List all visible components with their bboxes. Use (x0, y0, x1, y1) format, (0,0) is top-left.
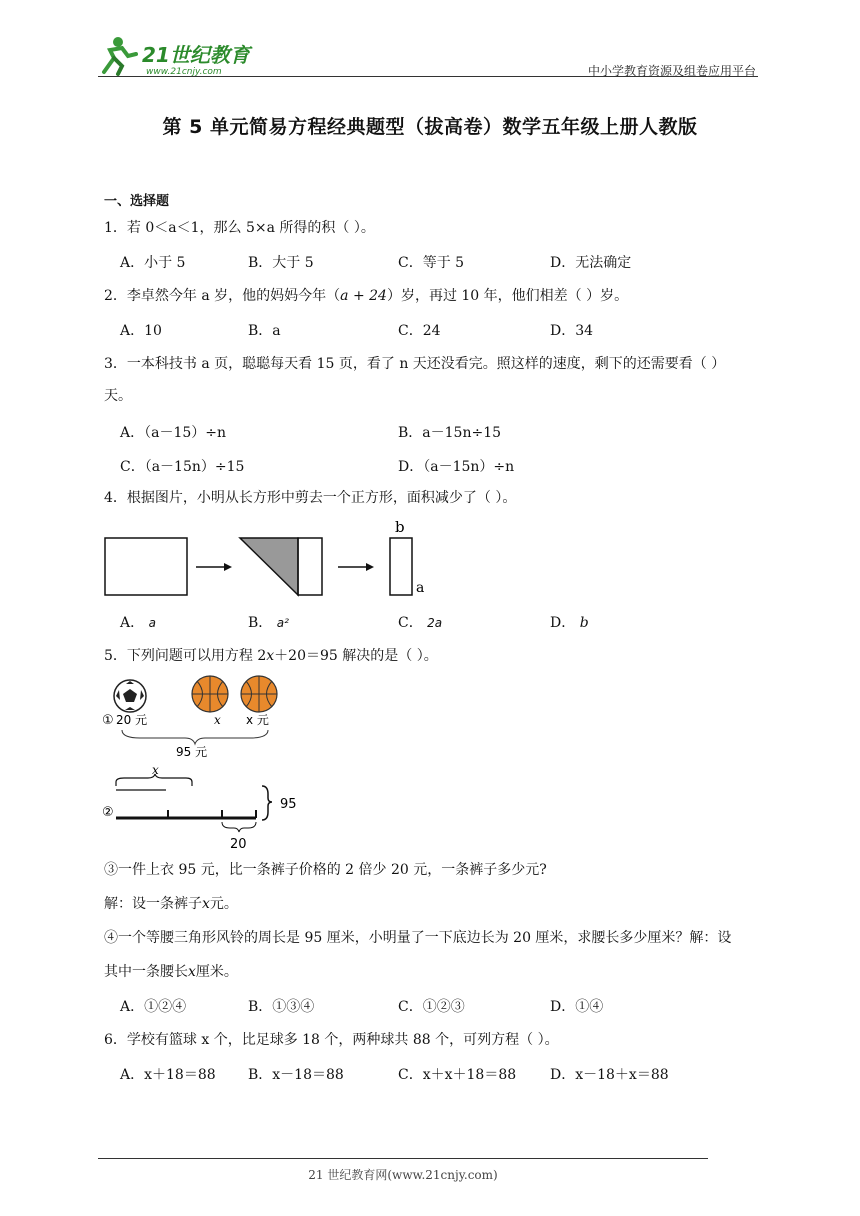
q2-option-d[interactable]: D．34 (550, 323, 594, 339)
q4-remaining-strip (298, 538, 322, 595)
q1-option-d[interactable]: D．无法确定 (550, 255, 632, 271)
q4-option-a[interactable]: A． a (120, 615, 156, 631)
q5-fig2-brace-bottom (222, 822, 256, 832)
q2-expression: a + 24 (340, 288, 387, 304)
q4-option-b[interactable]: B． a² (248, 615, 289, 631)
q5-fig2-brace-top (116, 774, 192, 786)
basketball-icon (192, 676, 228, 712)
q5-figure-1 (100, 672, 300, 764)
q4-arrow-2-head (366, 563, 374, 571)
q5-option-c[interactable]: C．①②③ (398, 999, 465, 1015)
question-1-text: 1．若 0＜a＜1，那么 5×a 所得的积（ ）。 (104, 220, 375, 236)
q5-option-d[interactable]: D．①④ (550, 999, 604, 1015)
q5-fig1-number: ① (102, 713, 114, 728)
question-5-text: 5．下列问题可以用方程 2x＋20＝95 解决的是（ ）。 (104, 648, 438, 664)
q4-option-c[interactable]: C． 2a (398, 615, 443, 631)
q1-option-b[interactable]: B．大于 5 (248, 255, 314, 271)
q5-item-3-solution: 解：设一条裤子x元。 (104, 896, 238, 912)
q3-option-a[interactable]: A．（a－15）÷n (120, 425, 227, 441)
logo-text: 21世纪教育 (142, 43, 250, 67)
question-2-text (104, 286, 628, 306)
q1-option-c[interactable]: C．等于 5 (398, 255, 465, 271)
q4-result-strip (390, 538, 412, 595)
q3-option-b[interactable]: B．a－15n÷15 (398, 425, 502, 441)
q6-option-a[interactable]: A．x＋18＝88 (120, 1067, 216, 1083)
q5-fig2-x: x (152, 763, 159, 777)
q4-rectangle (105, 538, 187, 595)
q5-fig2-number: ② (102, 805, 114, 820)
q5-item-4-line2: 其中一条腰长x厘米。 (104, 964, 238, 980)
q3-option-c[interactable]: C．（a－15n）÷15 (120, 459, 245, 475)
q5-fig2-20: 20 (230, 837, 247, 852)
q5-option-b[interactable]: B．①③④ (248, 999, 315, 1015)
q6-option-b[interactable]: B．x－18＝88 (248, 1067, 344, 1083)
q3-option-d[interactable]: D．（a－15n）÷n (398, 459, 515, 475)
q5-fig1-brace (122, 730, 268, 744)
q6-option-d[interactable]: D．x－18＋x＝88 (550, 1067, 669, 1083)
q2-option-a[interactable]: A．10 (120, 323, 162, 339)
question-4-text: 4．根据图片，小明从长方形中剪去一个正方形，面积减少了（ ）。 (104, 490, 517, 506)
header-platform-text: 中小学教育资源及组卷应用平台 (587, 64, 756, 78)
q1-option-a[interactable]: A．小于 5 (120, 255, 186, 271)
header-divider (98, 76, 758, 77)
q4-arrow-1-head (224, 563, 232, 571)
q2-option-b[interactable]: B．a (248, 323, 281, 339)
q5-fig1-x: x (214, 713, 221, 727)
logo-sub: www.21cnjy.com (146, 67, 222, 77)
q5-fig2-brace-right (262, 786, 272, 820)
question-3-line1: 3．一本科技书 a 页，聪聪每天看 15 页，看了 n 天还没看完。照这样的速度，剩下的还需要看（ ） (104, 356, 726, 372)
q5-item-4-line1: ④一个等腰三角形风铃的周长是 95 厘米，小明量了一下底边长为 20 厘米，求腰长多少厘米？解：设 (104, 930, 732, 946)
section-heading: 一、选择题 (104, 194, 170, 209)
question-6-text: 6．学校有篮球 x 个，比足球多 18 个，两种球共 88 个，可列方程（ ）。 (104, 1032, 559, 1048)
footer-divider (98, 1158, 708, 1159)
question-3-line2: 天。 (104, 388, 132, 404)
q4-cut-triangle (240, 538, 298, 595)
q5-fig2-total: 95 (280, 797, 297, 812)
q2-text-b: ）岁，再过 10 年，他们相差（ ）岁。 (386, 288, 629, 304)
footer-text: 21 世纪教育网(www.21cnjy.com) (308, 1168, 498, 1182)
site-logo (96, 34, 266, 78)
basketball-icon (241, 676, 277, 712)
q4-label-a: a (416, 580, 425, 596)
q4-option-d[interactable]: D． b (550, 615, 589, 631)
q2-option-c[interactable]: C．24 (398, 323, 441, 339)
q5-fig1-total: 95 元 (176, 745, 208, 759)
q4-figure (100, 516, 440, 602)
q6-option-c[interactable]: C．x＋x＋18＝88 (398, 1067, 517, 1083)
q4-label-b: b (395, 518, 405, 536)
q5-option-a[interactable]: A．①②④ (120, 999, 187, 1015)
q5-fig1-price1: 20 元 (116, 713, 148, 727)
page-title: 第 5 单元简易方程经典题型（拔高卷）数学五年级上册人教版 (162, 116, 698, 138)
q5-figure-2 (100, 760, 320, 854)
q5-fig1-price2: x 元 (246, 713, 269, 727)
q2-text-a: 2．李卓然今年 a 岁，他的妈妈今年（ (104, 288, 341, 304)
soccer-ball-icon (114, 680, 146, 712)
q5-item-3: ③一件上衣 95 元，比一条裤子价格的 2 倍少 20 元，一条裤子多少元? (104, 862, 547, 878)
